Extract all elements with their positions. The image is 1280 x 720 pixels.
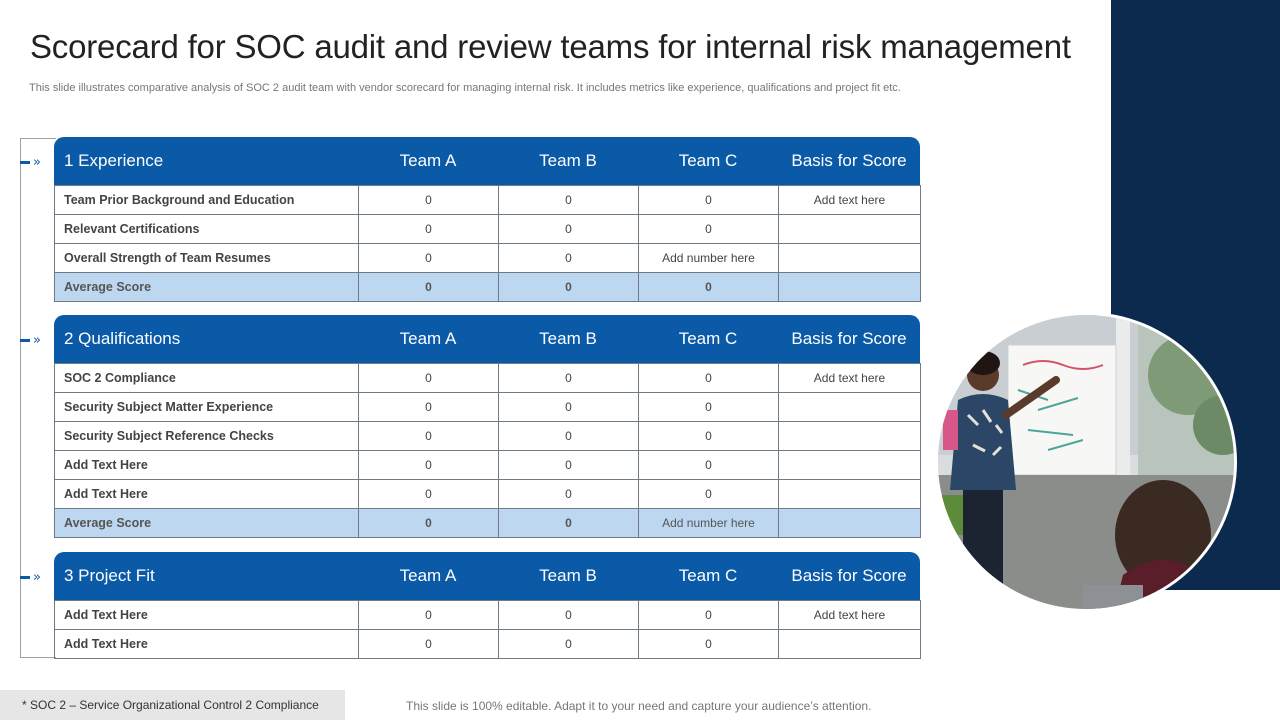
team-a-cell: 0 — [359, 273, 499, 302]
basis-cell: Add text here — [779, 186, 921, 215]
row-label: Overall Strength of Team Resumes — [55, 244, 359, 273]
basis-cell — [779, 451, 921, 480]
footnote: * SOC 2 – Service Organizational Control 2 Compliance — [0, 690, 345, 720]
project-fit-table — [54, 600, 921, 659]
row-label: Average Score — [55, 273, 359, 302]
column-header-team-b: Team B — [539, 329, 597, 348]
column-header-team-b: Team B — [539, 151, 597, 170]
experience-section — [54, 137, 920, 302]
team-b-cell: 0 — [499, 215, 639, 244]
page-title: Scorecard for SOC audit and review teams for internal risk management — [30, 28, 1071, 65]
qualifications-table — [54, 363, 921, 538]
section-title: 3 Project Fit — [64, 566, 155, 585]
basis-cell — [779, 393, 921, 422]
team-c-cell: 0 — [639, 601, 779, 630]
team-b-cell: 0 — [499, 509, 639, 538]
team-c-cell: 0 — [639, 451, 779, 480]
basis-cell — [779, 630, 921, 659]
column-header-team-a: Team A — [399, 151, 457, 170]
experience-table — [54, 185, 921, 302]
table-row — [55, 393, 921, 422]
column-header-team-c: Team C — [678, 566, 738, 585]
team-b-cell: 0 — [499, 244, 639, 273]
team-c-cell: 0 — [639, 273, 779, 302]
basis-cell — [779, 480, 921, 509]
team-a-cell: 0 — [359, 244, 499, 273]
row-label: Security Subject Reference Checks — [55, 422, 359, 451]
team-c-cell: Add number here — [639, 509, 779, 538]
team-a-cell: 0 — [359, 364, 499, 393]
qualifications-section — [54, 315, 920, 538]
column-header-team-a: Team A — [399, 566, 457, 585]
average-score-row — [55, 273, 921, 302]
section-header — [54, 137, 920, 185]
team-c-cell: 0 — [639, 422, 779, 451]
row-label: Relevant Certifications — [55, 215, 359, 244]
table-row — [55, 244, 921, 273]
table-row — [55, 364, 921, 393]
row-label: SOC 2 Compliance — [55, 364, 359, 393]
team-a-cell: 0 — [359, 601, 499, 630]
row-label: Team Prior Background and Education — [55, 186, 359, 215]
team-c-cell: 0 — [639, 630, 779, 659]
footer-note: This slide is 100% editable. Adapt it to your need and capture your audience’s attention. — [406, 699, 872, 713]
basis-cell — [779, 273, 921, 302]
table-row — [55, 480, 921, 509]
column-header-team-c: Team C — [678, 151, 738, 170]
team-a-cell: 0 — [359, 480, 499, 509]
column-header-basis: Basis for Score — [791, 566, 907, 585]
team-b-cell: 0 — [499, 451, 639, 480]
section-header — [54, 315, 920, 363]
section-title: 2 Qualifications — [64, 329, 181, 348]
chevron-double-right-icon: » — [33, 154, 41, 170]
team-b-cell: 0 — [499, 422, 639, 451]
table-row — [55, 451, 921, 480]
section-marker-2 — [20, 333, 41, 347]
team-a-cell: 0 — [359, 393, 499, 422]
table-row — [55, 422, 921, 451]
row-label: Add Text Here — [55, 601, 359, 630]
row-label: Add Text Here — [55, 451, 359, 480]
presenter-photo — [935, 312, 1237, 612]
average-score-row — [55, 509, 921, 538]
team-c-cell: 0 — [639, 393, 779, 422]
team-c-cell: Add number here — [639, 244, 779, 273]
section-marker-3 — [20, 570, 41, 584]
column-header-team-a: Team A — [399, 329, 457, 348]
row-label: Add Text Here — [55, 480, 359, 509]
presenter-photo-illustration — [938, 315, 1237, 612]
team-a-cell: 0 — [359, 630, 499, 659]
column-header-team-c: Team C — [678, 329, 738, 348]
team-c-cell: 0 — [639, 364, 779, 393]
section-title: 1 Experience — [64, 151, 164, 170]
table-row — [55, 601, 921, 630]
basis-cell — [779, 422, 921, 451]
row-label: Average Score — [55, 509, 359, 538]
team-b-cell: 0 — [499, 480, 639, 509]
page-subtitle: This slide illustrates comparative analysis of SOC 2 audit team with vendor scorecard for managing internal risk. It includes metrics like experience, qualifications and project fit etc. — [29, 82, 901, 94]
table-row — [55, 215, 921, 244]
table-row — [55, 630, 921, 659]
team-c-cell: 0 — [639, 215, 779, 244]
basis-cell: Add text here — [779, 364, 921, 393]
column-header-basis: Basis for Score — [791, 329, 907, 348]
team-a-cell: 0 — [359, 422, 499, 451]
team-b-cell: 0 — [499, 393, 639, 422]
team-a-cell: 0 — [359, 451, 499, 480]
row-label: Add Text Here — [55, 630, 359, 659]
team-a-cell: 0 — [359, 215, 499, 244]
team-b-cell: 0 — [499, 630, 639, 659]
basis-cell: Add text here — [779, 601, 921, 630]
chevron-double-right-icon: » — [33, 569, 41, 585]
team-c-cell: 0 — [639, 480, 779, 509]
column-header-basis: Basis for Score — [791, 151, 907, 170]
project-fit-section — [54, 552, 920, 659]
team-a-cell: 0 — [359, 509, 499, 538]
basis-cell — [779, 244, 921, 273]
basis-cell — [779, 215, 921, 244]
row-label: Security Subject Matter Experience — [55, 393, 359, 422]
team-c-cell: 0 — [639, 186, 779, 215]
team-b-cell: 0 — [499, 273, 639, 302]
team-b-cell: 0 — [499, 186, 639, 215]
basis-cell — [779, 509, 921, 538]
table-row — [55, 186, 921, 215]
team-b-cell: 0 — [499, 601, 639, 630]
chevron-double-right-icon: » — [33, 332, 41, 348]
section-marker-1 — [20, 155, 41, 169]
team-a-cell: 0 — [359, 186, 499, 215]
team-b-cell: 0 — [499, 364, 639, 393]
section-header — [54, 552, 920, 600]
column-header-team-b: Team B — [539, 566, 597, 585]
